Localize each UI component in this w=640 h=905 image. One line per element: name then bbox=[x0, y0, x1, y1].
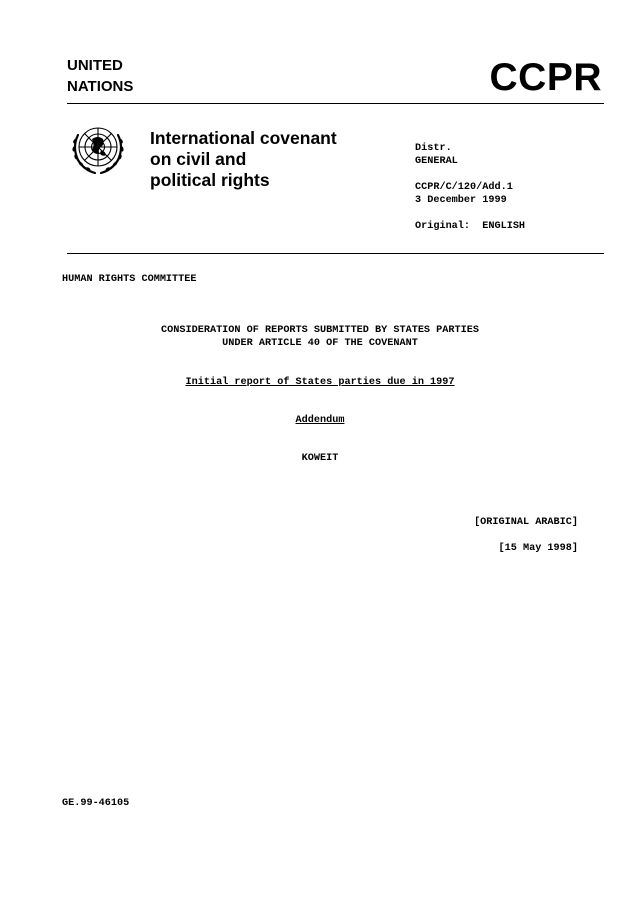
original-language-note: [ORIGINAL ARABIC] bbox=[474, 517, 578, 528]
addendum-heading bbox=[0, 414, 640, 427]
covenant-title-line-2: on civil and bbox=[150, 149, 247, 169]
heading-line-1: CONSIDERATION OF REPORTS SUBMITTED BY STATES PARTIES bbox=[161, 325, 479, 336]
report-subheading-text: Initial report of States parties due in 1997 bbox=[185, 377, 455, 388]
org-line-2: NATIONS bbox=[67, 78, 134, 95]
header-bottom-rule bbox=[67, 253, 604, 254]
ccpr-brand: CCPR bbox=[489, 56, 602, 99]
addendum-text: Addendum bbox=[295, 415, 345, 426]
document-symbol: CCPR/C/120/Add.1 bbox=[415, 182, 513, 193]
un-emblem-icon bbox=[66, 121, 130, 177]
covenant-title-line-3: political rights bbox=[150, 170, 270, 190]
document-number: GE.99-46105 bbox=[62, 798, 130, 809]
document-date: 3 December 1999 bbox=[415, 195, 507, 206]
distribution-value: GENERAL bbox=[415, 156, 458, 167]
covenant-title bbox=[150, 128, 337, 191]
covenant-title-line-1: International covenant bbox=[150, 128, 337, 148]
report-subheading bbox=[0, 376, 640, 389]
country-name: KOWEIT bbox=[301, 453, 339, 464]
org-line-1: UNITED bbox=[67, 57, 123, 74]
heading-line-2: UNDER ARTICLE 40 OF THE COVENANT bbox=[222, 338, 418, 349]
distribution-label: Distr. bbox=[415, 143, 452, 154]
original-language-meta: Original: ENGLISH bbox=[415, 221, 526, 232]
report-date-note: [15 May 1998] bbox=[498, 543, 578, 554]
top-rule bbox=[67, 103, 604, 104]
committee-name: HUMAN RIGHTS COMMITTEE bbox=[62, 274, 197, 285]
organization-name bbox=[67, 55, 133, 97]
